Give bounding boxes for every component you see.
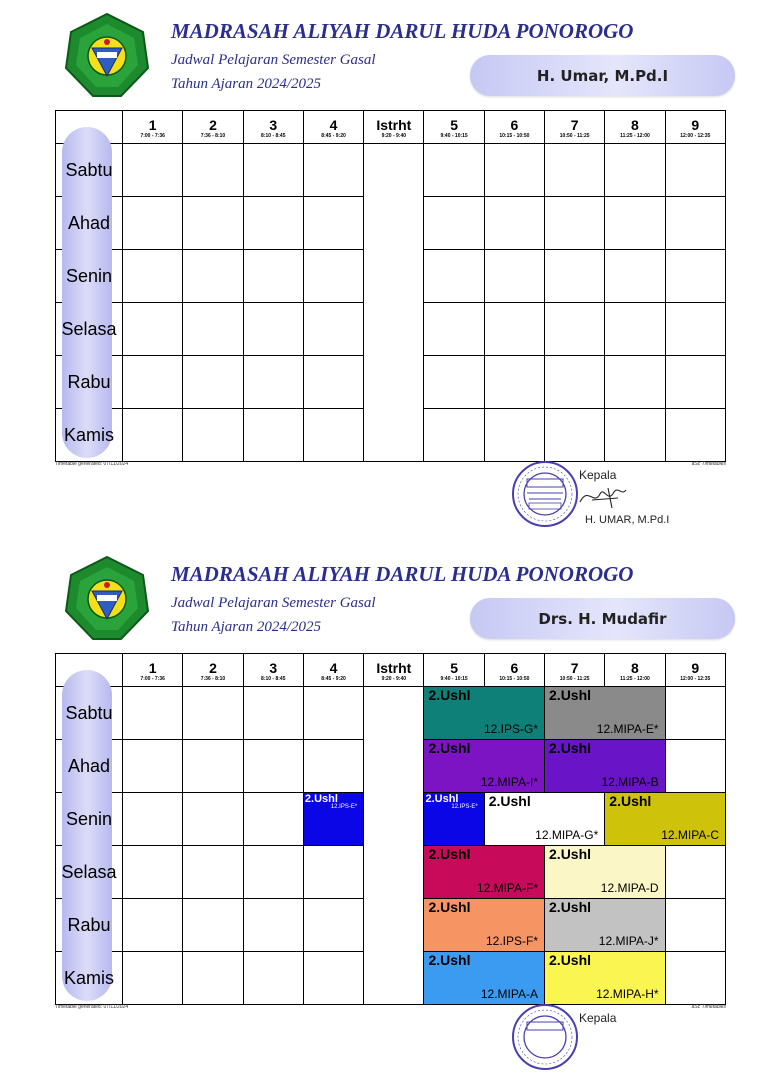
period-header: 4 8:45 - 9:20 — [303, 654, 363, 687]
lesson-subject: 2.Ushl — [549, 687, 592, 703]
empty-slot — [123, 356, 183, 409]
lesson-class: 12.MIPA-G* — [535, 828, 599, 842]
empty-slot — [665, 144, 725, 197]
lesson-subject: 2.Ushl — [549, 952, 592, 968]
empty-slot — [484, 250, 544, 303]
empty-slot — [424, 144, 484, 197]
empty-slot — [605, 250, 665, 303]
principal-name: H. UMAR, M.Pd.I — [585, 514, 670, 526]
day-label: Ahad — [68, 212, 111, 233]
period-header: 5 9:40 - 10:15 — [424, 111, 484, 144]
period-header: 4 8:45 - 9:20 — [303, 111, 363, 144]
lesson-card — [424, 952, 544, 1004]
period-header: 9 12:00 - 12:35 — [665, 654, 725, 687]
academic-year: Tahun Ajaran 2024/2025 — [171, 619, 322, 635]
empty-slot — [243, 197, 303, 250]
lesson-cell — [424, 846, 545, 899]
lesson-card — [424, 793, 483, 845]
software-note: aSc Timetables — [691, 1004, 726, 1010]
empty-slot — [183, 846, 243, 899]
lesson-subject: 2.Ushl — [428, 687, 471, 703]
lesson-subject: 2.Ushl — [425, 793, 459, 805]
empty-slot — [545, 356, 605, 409]
period-header: 2 7:36 - 8:10 — [183, 111, 243, 144]
empty-slot — [303, 899, 363, 952]
grid-corner — [56, 111, 123, 144]
empty-slot — [665, 687, 725, 740]
lesson-card — [545, 687, 665, 739]
day-label: Selasa — [61, 318, 117, 339]
empty-slot — [183, 197, 243, 250]
school-name: MADRASAH ALIYAH DARUL HUDA PONOROGO — [171, 19, 634, 43]
period-header: 7 10:50 - 11:25 — [545, 654, 605, 687]
lesson-card — [424, 899, 544, 951]
lesson-cell — [545, 899, 666, 952]
day-label: Rabu — [67, 914, 111, 935]
principal-title: Kepala — [579, 468, 617, 482]
lesson-cell — [545, 740, 666, 793]
empty-slot — [665, 356, 725, 409]
empty-slot — [484, 409, 544, 462]
lesson-class: 12.MIPA-J* — [598, 934, 659, 948]
empty-slot — [123, 197, 183, 250]
schedule-subtitle: Jadwal Pelajaran Semester Gasal — [171, 52, 376, 68]
empty-slot — [605, 409, 665, 462]
day-row — [56, 687, 726, 740]
empty-slot — [183, 144, 243, 197]
lesson-subject: 2.Ushl — [549, 899, 592, 915]
empty-slot — [484, 197, 544, 250]
empty-slot — [424, 303, 484, 356]
lesson-cell — [605, 793, 726, 846]
empty-slot — [605, 303, 665, 356]
lesson-card — [545, 899, 665, 951]
empty-slot — [183, 356, 243, 409]
empty-slot — [303, 303, 363, 356]
period-header: 6 10:15 - 10:50 — [484, 111, 544, 144]
empty-slot — [424, 250, 484, 303]
empty-slot — [123, 846, 183, 899]
lesson-card — [304, 793, 363, 845]
period-header: 2 7:36 - 8:10 — [183, 654, 243, 687]
lesson-cell — [424, 740, 545, 793]
empty-slot — [605, 197, 665, 250]
generated-note: Timetable generated: 07/11/2024 — [55, 461, 129, 467]
empty-slot — [183, 250, 243, 303]
day-label: Sabtu — [65, 159, 113, 180]
lesson-class: 12.MIPA-C — [661, 828, 719, 842]
empty-slot — [243, 740, 303, 793]
empty-slot — [243, 303, 303, 356]
empty-slot — [484, 356, 544, 409]
empty-slot — [123, 740, 183, 793]
lesson-card — [424, 846, 544, 898]
school-name: MADRASAH ALIYAH DARUL HUDA PONOROGO — [171, 562, 634, 586]
lesson-cell — [424, 952, 545, 1005]
lesson-subject: 2.Ushl — [609, 793, 652, 809]
lesson-card — [424, 687, 544, 739]
empty-slot — [303, 409, 363, 462]
period-header: 7 10:50 - 11:25 — [545, 111, 605, 144]
period-header: 9 12:00 - 12:35 — [665, 111, 725, 144]
period-header: 8 11:25 - 12:00 — [605, 111, 665, 144]
break-column — [364, 687, 424, 1005]
empty-slot — [123, 144, 183, 197]
lesson-card — [424, 740, 544, 792]
empty-slot — [665, 740, 725, 793]
empty-slot — [484, 303, 544, 356]
empty-slot — [243, 250, 303, 303]
empty-slot — [243, 846, 303, 899]
timetable-grid — [55, 110, 726, 462]
empty-slot — [424, 356, 484, 409]
day-label: Rabu — [67, 371, 111, 392]
break-header: Istrht 9:20 - 9:40 — [364, 654, 424, 687]
lesson-cell — [545, 687, 666, 740]
empty-slot — [243, 793, 303, 846]
school-logo-icon — [64, 12, 150, 98]
grid-corner — [56, 654, 123, 687]
lesson-class: 12.MIPA-A — [480, 987, 539, 1001]
empty-slot — [123, 409, 183, 462]
principal-title: Kepala — [579, 1011, 617, 1025]
software-note: aSc Timetables — [691, 461, 726, 467]
signature-icon — [578, 482, 628, 510]
lesson-subject: 2.Ushl — [428, 952, 471, 968]
empty-slot — [303, 250, 363, 303]
madrasah-stamp-icon — [511, 459, 579, 529]
lesson-class: 12.IPS-E* — [330, 804, 358, 810]
empty-slot — [303, 687, 363, 740]
period-header: 8 11:25 - 12:00 — [605, 654, 665, 687]
lesson-class: 12.IPS-E* — [451, 804, 478, 810]
empty-slot — [665, 303, 725, 356]
empty-slot — [123, 899, 183, 952]
empty-slot — [243, 899, 303, 952]
lesson-class: 12.MIPA-H* — [596, 987, 659, 1001]
empty-slot — [484, 144, 544, 197]
empty-slot — [243, 409, 303, 462]
lesson-card — [605, 793, 725, 845]
empty-slot — [303, 356, 363, 409]
lesson-class: 12.MIPA-E* — [596, 722, 659, 736]
day-label: Selasa — [61, 861, 117, 882]
empty-slot — [545, 303, 605, 356]
academic-year: Tahun Ajaran 2024/2025 — [171, 76, 322, 92]
empty-slot — [123, 952, 183, 1005]
timetable-sheet-1 — [0, 0, 768, 540]
lesson-card — [545, 952, 665, 1004]
empty-slot — [183, 303, 243, 356]
empty-slot — [183, 793, 243, 846]
empty-slot — [605, 144, 665, 197]
lesson-card — [485, 793, 605, 845]
day-label: Ahad — [68, 755, 111, 776]
empty-slot — [123, 793, 183, 846]
lesson-card — [545, 740, 665, 792]
break-column — [364, 144, 424, 462]
school-logo-icon — [64, 555, 150, 641]
lesson-class: 12.MIPA-F* — [476, 881, 539, 895]
empty-slot — [605, 356, 665, 409]
empty-slot — [303, 144, 363, 197]
lesson-class: 12.MIPA-I* — [480, 775, 539, 789]
empty-slot — [303, 846, 363, 899]
empty-slot — [303, 197, 363, 250]
lesson-subject: 2.Ushl — [549, 846, 592, 862]
day-label: Kamis — [64, 967, 115, 988]
period-header: 1 7:00 - 7:36 — [123, 654, 183, 687]
empty-slot — [183, 952, 243, 1005]
empty-slot — [183, 899, 243, 952]
timetable-grid — [55, 653, 726, 1005]
lesson-subject: 2.Ushl — [428, 740, 471, 756]
empty-slot — [424, 409, 484, 462]
empty-slot — [243, 356, 303, 409]
day-row — [56, 144, 726, 197]
empty-slot — [665, 952, 725, 1005]
day-label: Sabtu — [65, 702, 113, 723]
break-header: Istrht 9:20 - 9:40 — [364, 111, 424, 144]
day-label: Senin — [66, 265, 113, 286]
teacher-name-badge: Drs. H. Mudafir — [470, 598, 735, 639]
generated-note: Timetable generated: 07/11/2024 — [55, 1004, 129, 1010]
day-label: Kamis — [64, 424, 115, 445]
period-header: 6 10:15 - 10:50 — [484, 654, 544, 687]
teacher-name-badge: H. Umar, M.Pd.I — [470, 55, 735, 96]
empty-slot — [545, 250, 605, 303]
lesson-cell — [424, 793, 484, 846]
empty-slot — [545, 409, 605, 462]
empty-slot — [665, 899, 725, 952]
lesson-subject: 2.Ushl — [549, 740, 592, 756]
lesson-cell — [424, 899, 545, 952]
madrasah-stamp-icon — [511, 1002, 579, 1072]
empty-slot — [545, 197, 605, 250]
lesson-subject: 2.Ushl — [488, 793, 531, 809]
empty-slot — [183, 740, 243, 793]
empty-slot — [424, 197, 484, 250]
lesson-cell — [484, 793, 605, 846]
lesson-card — [545, 846, 665, 898]
period-header: 5 9:40 - 10:15 — [424, 654, 484, 687]
lesson-subject: 2.Ushl — [304, 793, 338, 805]
empty-slot — [545, 144, 605, 197]
day-label: Senin — [66, 808, 113, 829]
timetable-sheet-2 — [0, 543, 768, 1083]
schedule-subtitle: Jadwal Pelajaran Semester Gasal — [171, 595, 376, 611]
empty-slot — [303, 740, 363, 793]
lesson-subject: 2.Ushl — [428, 846, 471, 862]
lesson-cell — [424, 687, 545, 740]
empty-slot — [183, 687, 243, 740]
empty-slot — [665, 250, 725, 303]
empty-slot — [665, 197, 725, 250]
lesson-class: 12.MIPA-B — [601, 775, 659, 789]
empty-slot — [665, 846, 725, 899]
lesson-class: 12.IPS-G* — [483, 722, 539, 736]
period-header: 3 8:10 - 8:45 — [243, 654, 303, 687]
empty-slot — [665, 409, 725, 462]
lesson-class: 12.IPS-F* — [485, 934, 539, 948]
empty-slot — [243, 952, 303, 1005]
lesson-class: 12.MIPA-D — [600, 881, 659, 895]
lesson-cell — [545, 846, 666, 899]
empty-slot — [243, 144, 303, 197]
lesson-cell — [303, 793, 363, 846]
lesson-subject: 2.Ushl — [428, 899, 471, 915]
period-header: 1 7:00 - 7:36 — [123, 111, 183, 144]
empty-slot — [123, 303, 183, 356]
empty-slot — [123, 250, 183, 303]
empty-slot — [303, 952, 363, 1005]
empty-slot — [123, 687, 183, 740]
empty-slot — [183, 409, 243, 462]
period-header: 3 8:10 - 8:45 — [243, 111, 303, 144]
lesson-cell — [545, 952, 666, 1005]
empty-slot — [243, 687, 303, 740]
